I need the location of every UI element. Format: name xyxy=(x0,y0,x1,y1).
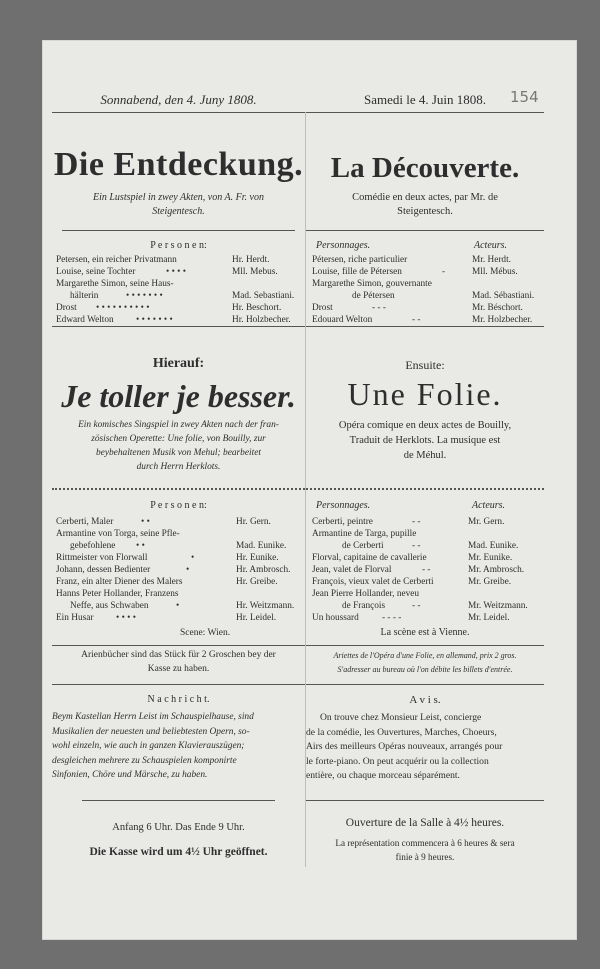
german-subtitle-2-4: durch Herrn Herklots. xyxy=(136,462,221,472)
cast-role: François, vieux valet de Cerberti xyxy=(312,577,434,587)
cast-role: gebefohlene xyxy=(70,541,116,551)
cast-actor: Mad. Sebastiani. xyxy=(232,291,295,301)
cast-role: Armantine von Torga, seine Pfle- xyxy=(56,529,180,539)
archive-number: 154 xyxy=(510,88,539,106)
french-subtitle-1: Comédie en deux actes, par Mr. de xyxy=(352,192,498,203)
column-gutter xyxy=(305,112,306,867)
cast-role: Un houssard xyxy=(312,613,359,623)
cast-actor: Hr. Beschort. xyxy=(232,303,282,313)
cast-actor: Mr. Leidel. xyxy=(468,613,510,623)
cast-role: Pétersen, riche particulier xyxy=(312,255,408,265)
german-subtitle-2: Steigentesch. xyxy=(152,206,205,217)
cast-actor: Mad. Eunike. xyxy=(468,541,519,551)
divider xyxy=(52,326,305,327)
cast-actor: Hr. Greibe. xyxy=(236,577,278,587)
notice-line: On trouve chez Monsieur Leist, concierge xyxy=(320,712,482,723)
cast-actor: Hr. Ambrosch. xyxy=(236,565,291,575)
cast-role: Edward Welton xyxy=(56,315,114,325)
cast-actor: Hr. Eunike. xyxy=(236,553,279,563)
divider xyxy=(306,488,544,490)
notice-line: le forte-piano. On peut acquérir ou la collection xyxy=(306,755,489,767)
french-scene: La scène est à Vienne. xyxy=(380,627,470,638)
cast-role: Franz, ein alter Diener des Malers xyxy=(56,577,183,587)
divider xyxy=(306,326,544,327)
cast-actor: Hr. Leidel. xyxy=(236,613,277,623)
german-title: Die Entdeckung. xyxy=(53,146,304,183)
divider xyxy=(52,645,305,646)
german-subtitle-2-2: zösischen Operette: Une folie, von Bouilly, zur xyxy=(91,434,266,444)
german-date: Sonnabend, den 4. Juny 1808. xyxy=(100,92,257,107)
cast-role: Margarethe Simon, seine Haus- xyxy=(56,279,174,289)
cast-actor: Mr. Weitzmann. xyxy=(468,601,528,611)
divider xyxy=(82,800,275,801)
cast-actor: Mll. Mébus. xyxy=(472,267,518,277)
notice-line: Musikalien der neuesten und beliebtesten Opern, so- xyxy=(52,726,250,737)
cast-role: Armantine de Targa, pupille xyxy=(312,529,417,539)
cast-role: Florval, capitaine de cavallerie xyxy=(312,553,427,563)
french-subtitle-2-1: Opéra comique en deux actes de Bouilly, xyxy=(338,420,512,431)
cast-role: Neffe, aus Schwaben xyxy=(70,601,149,611)
divider xyxy=(306,230,544,231)
cast-actor: Mad. Sébastiani. xyxy=(472,291,535,301)
french-times-2: finie à 9 heures. xyxy=(395,852,455,862)
actors-heading: Acteurs. xyxy=(472,500,506,511)
divider xyxy=(52,684,305,685)
divider xyxy=(52,488,305,490)
cast-role: hälterin xyxy=(70,291,99,301)
cast-role: Louise, fille de Pétersen xyxy=(312,267,402,277)
cast-actor: Mad. Eunike. xyxy=(236,541,287,551)
cast-heading: Personnages. xyxy=(316,500,371,511)
cast-heading: P e r s o n e n: xyxy=(150,240,207,251)
cast-role: Jean, valet de Florval xyxy=(312,565,392,575)
german-subtitle-2-1: Ein komisches Singspiel in zwey Akten nach der fran- xyxy=(78,420,279,430)
cast-role: Cerberti, Maler xyxy=(56,517,114,527)
cast-actor: Hr. Gern. xyxy=(236,517,271,527)
cast-actor: Mr. Holzbecher. xyxy=(472,315,533,325)
notice-line: desgleichen mehrere zu Schauspielen komponirte xyxy=(52,755,237,766)
cast-role: Ein Husar xyxy=(56,613,94,623)
cast-heading: Personnages. xyxy=(316,240,371,251)
cast-role: Jean Pierre Hollander, neveu xyxy=(312,589,420,599)
cast-role: Edouard Welton xyxy=(312,315,373,325)
french-subtitle-2: Steigentesch. xyxy=(397,206,453,217)
cast-actor: Mr. Béschort. xyxy=(472,303,523,313)
divider xyxy=(306,112,544,113)
cast-actor: Hr. Holzbecher. xyxy=(232,315,291,325)
notice-line: wohl einzeln, wie auch in ganzen Klavierauszügen; xyxy=(52,741,245,751)
german-notice-heading: N a c h r i c h t. xyxy=(147,694,210,705)
divider xyxy=(62,230,295,231)
notice-line: entière, ou chaque morceau séparément. xyxy=(306,770,460,781)
notice-line: Beym Kastellan Herrn Leist im Schauspielhause, sind xyxy=(52,712,254,722)
german-notice-text xyxy=(52,710,305,783)
french-libretto-1: Ariettes de l'Opéra d'une Folie, en allemand, prix 2 gros. xyxy=(333,651,517,660)
german-intro: Hierauf: xyxy=(152,356,205,371)
french-intro: Ensuite: xyxy=(405,358,445,372)
cast-role: de François xyxy=(342,601,386,611)
divider xyxy=(306,645,544,646)
cast-role: Margarethe Simon, gouvernante xyxy=(312,279,432,289)
french-title-2: Une Folie. xyxy=(347,376,503,412)
cast-actor: Mr. Ambrosch. xyxy=(468,565,525,575)
cast-actor: Mr. Gern. xyxy=(468,517,505,527)
french-times-1: La représentation commencera à 6 heures & sera xyxy=(335,838,515,848)
french-subtitle-2-2: Traduit de Herklots. La musique est xyxy=(349,435,501,446)
cast-actor: Mll. Mebus. xyxy=(232,267,278,277)
german-scene: Scene: Wien. xyxy=(180,628,231,638)
cast-role: Louise, seine Tochter xyxy=(56,267,136,277)
german-libretto-1: Arienbücher sind das Stück für 2 Groschen bey der xyxy=(81,650,276,660)
german-title-2: Je toller je besser. xyxy=(61,378,296,414)
cast-heading: P e r s o n e n: xyxy=(150,500,207,511)
french-notice-text xyxy=(306,711,544,784)
cast-actor: Mr. Eunike. xyxy=(468,553,513,563)
notice-line: Airs des meilleurs Opéras nouveaux, arrangés pour xyxy=(306,741,503,752)
german-box-office: Die Kasse wird um 4½ Uhr geöffnet. xyxy=(89,846,268,858)
cast-role: de Pétersen xyxy=(352,291,395,301)
french-notice-heading: A v i s. xyxy=(409,694,441,706)
german-subtitle-2-3: beybehaltenen Musik von Mehul; bearbeitet xyxy=(95,448,262,458)
actors-heading: Acteurs. xyxy=(474,240,508,251)
cast-role: Cerberti, peintre xyxy=(312,517,373,527)
cast-actor: Hr. Weitzmann. xyxy=(236,601,295,611)
cast-actor: Mr. Greibe. xyxy=(468,577,512,587)
german-subtitle-1: Ein Lustspiel in zwey Akten, von A. Fr. von xyxy=(92,192,264,203)
cast-actor: Mr. Herdt. xyxy=(472,255,511,265)
divider xyxy=(306,684,544,685)
divider xyxy=(306,800,544,801)
french-subtitle-2-3: de Méhul. xyxy=(403,450,447,461)
cast-actor: Hr. Herdt. xyxy=(232,255,270,265)
french-libretto-2: S'adresser au bureau où l'on débite les billets d'entrée. xyxy=(337,665,513,674)
cast-role: de Cerberti xyxy=(342,541,384,551)
cast-role: Rittmeister von Florwall xyxy=(56,553,148,563)
cast-role: Drost xyxy=(312,303,333,313)
notice-line: de la comédie, les Ouvertures, Marches, Choeurs, xyxy=(306,726,497,738)
cast-role: Johann, dessen Bedienter xyxy=(56,565,151,575)
french-box-office: Ouverture de la Salle à 4½ heures. xyxy=(345,817,505,829)
french-date: Samedi le 4. Juin 1808. xyxy=(363,92,487,107)
cast-role: Hanns Peter Hollander, Franzens xyxy=(56,589,179,599)
cast-role: Drost xyxy=(56,303,77,313)
notice-line: Sinfonien, Chöre und Märsche, zu haben. xyxy=(52,770,208,780)
french-title: La Découverte. xyxy=(330,152,520,184)
german-times: Anfang 6 Uhr. Das Ende 9 Uhr. xyxy=(112,822,245,833)
cast-role: Petersen, ein reicher Privatmann xyxy=(56,255,177,265)
divider xyxy=(52,112,305,113)
german-libretto-2: Kasse zu haben. xyxy=(147,664,210,674)
